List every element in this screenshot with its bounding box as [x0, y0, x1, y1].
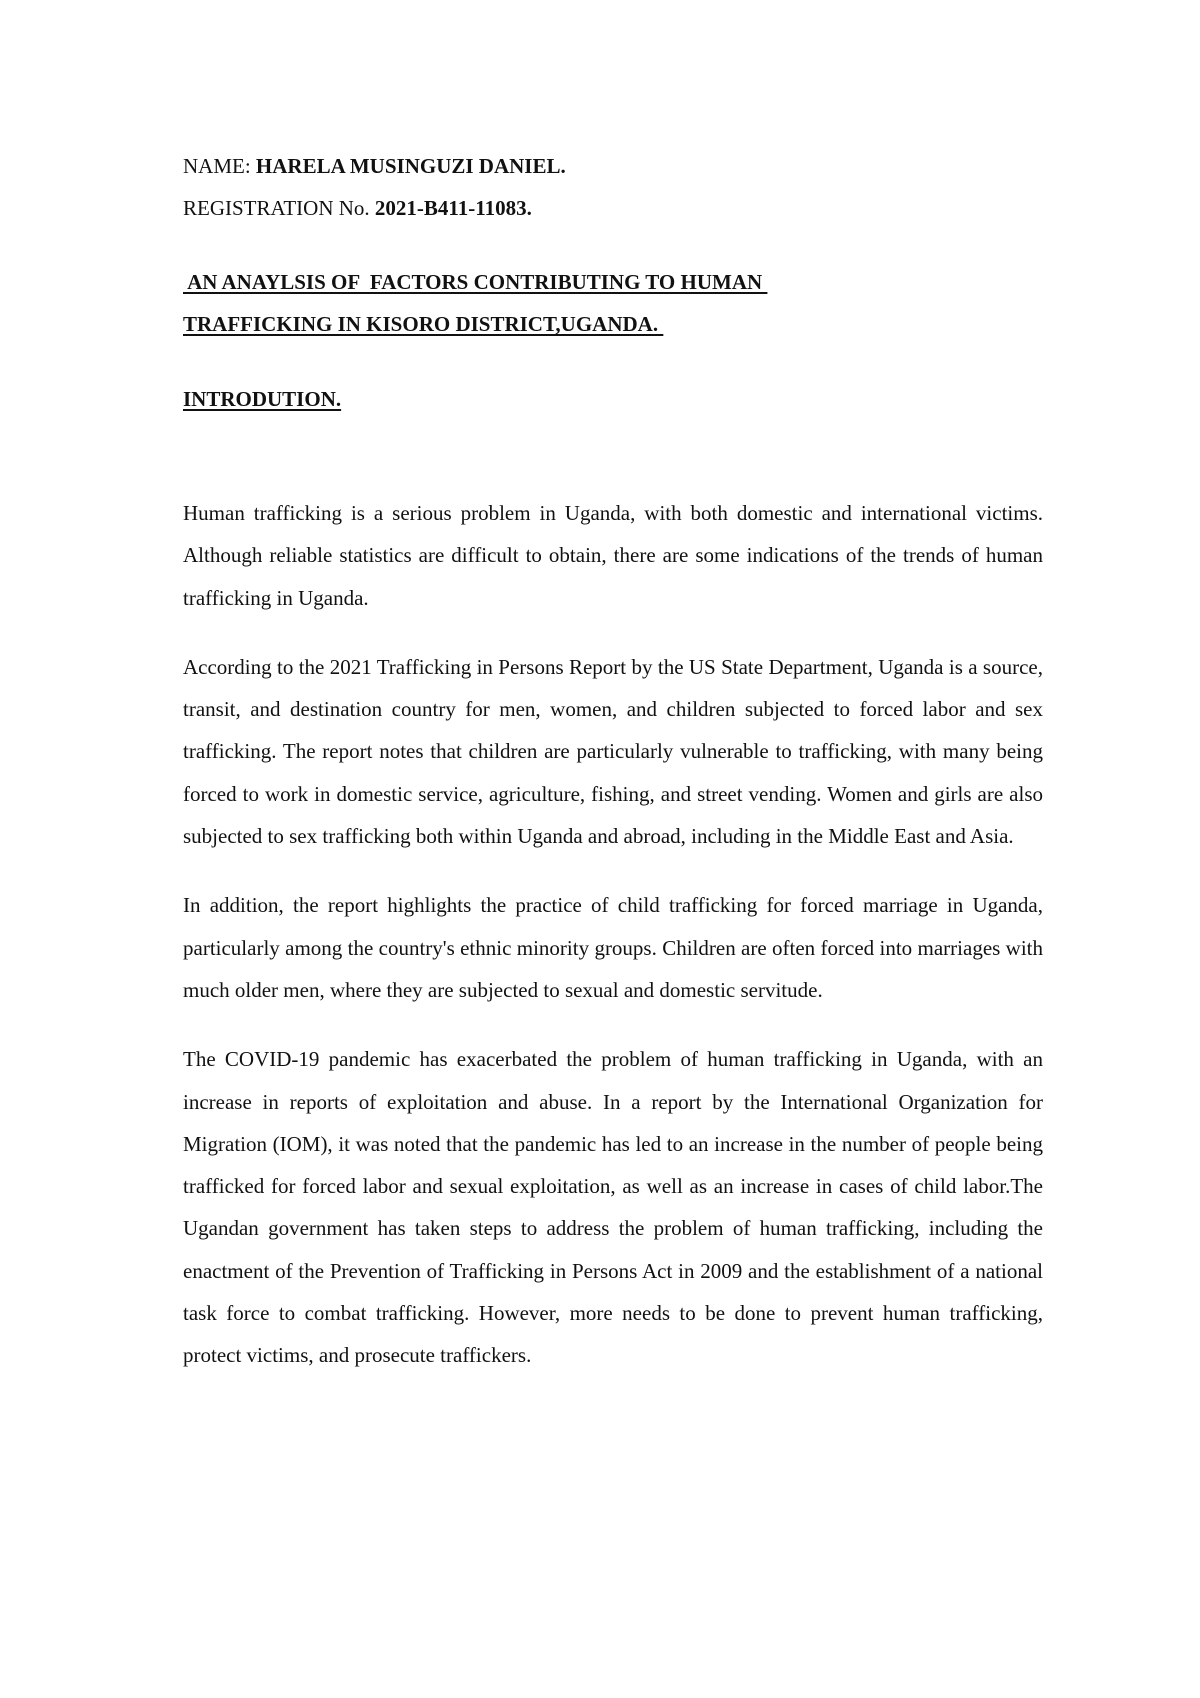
- registration-label: REGISTRATION No.: [183, 196, 375, 220]
- registration-number: 2021-B411-11083.: [374, 196, 532, 220]
- student-name-line: [183, 145, 1043, 187]
- paragraph-1: Human trafficking is a serious problem in Uganda, with both domestic and international victims. Although reliable statistics are difficult to obtain, there are some indications of the trends of human trafficking in Uganda.: [183, 501, 1043, 610]
- name-label: NAME:: [183, 154, 256, 178]
- paragraph-4: The COVID-19 pandemic has exacerbated the problem of human trafficking in Uganda, with an increase in reports of exploitation and abuse. In a report by the International Organization for Migration (IOM), it was noted that the pandemic has led to an increase in the number of people being trafficked for forced labor and sexual exploitation, as well as an increase in cases of child labor.The Ugandan government has taken steps to address the problem of human trafficking, including the enactment of the Prevention of Trafficking in Persons Act in 2009 and the establishment of a national task force to combat trafficking. However, more needs to be done to prevent human trafficking, protect victims, and prosecute traffickers.: [183, 1047, 1043, 1368]
- registration-line: [183, 187, 1043, 229]
- section-heading: INTRODUTION.: [183, 387, 342, 411]
- document-body: [183, 145, 1043, 1377]
- paragraph-3: In addition, the report highlights the practice of child trafficking for forced marriage in Uganda, particularly among the country's ethnic minority groups. Children are often forced into marriages with much older men, where they are subjected to sexual and domestic servitude.: [183, 893, 1043, 1002]
- paragraph-2: According to the 2021 Trafficking in Persons Report by the US State Department, Uganda is a source, transit, and destination country for men, women, and children subjected to forced labor and sex trafficking. The report notes that children are particularly vulnerable to trafficking, with many being forced to work in domestic service, agriculture, fishing, and street vending. Women and girls are also subjected to sex trafficking both within Uganda and abroad, including in the Middle East and Asia.: [183, 654, 1043, 849]
- student-name: HARELA MUSINGUZI DANIEL.: [255, 154, 566, 178]
- document-title-line-2: TRAFFICKING IN KISORO DISTRICT,UGANDA.: [183, 312, 664, 336]
- document-title-line-1: AN ANAYLSIS OF FACTORS CONTRIBUTING TO HUMAN: [183, 270, 768, 294]
